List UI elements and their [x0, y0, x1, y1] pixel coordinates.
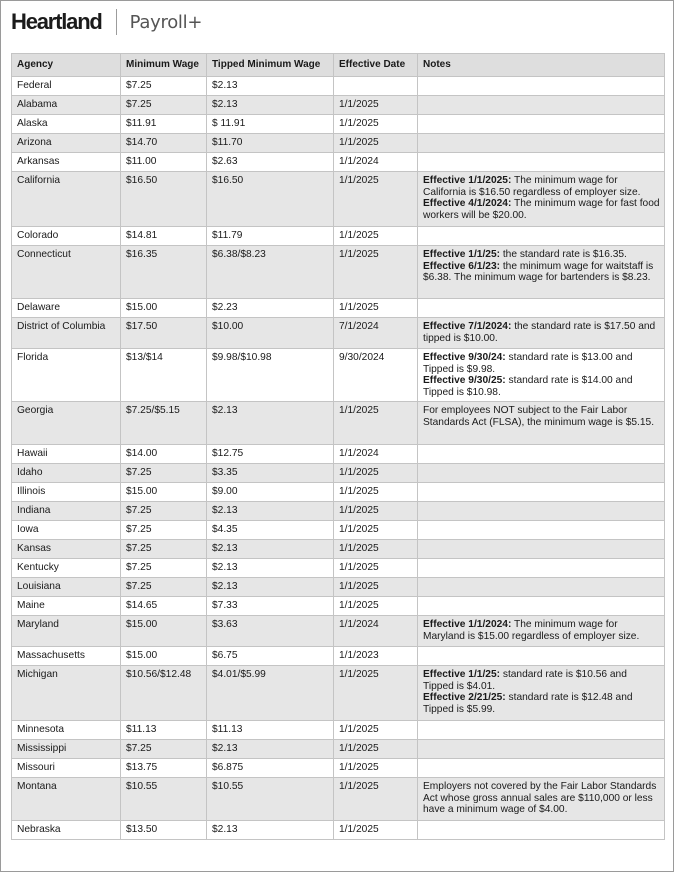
agency-cell: Missouri — [12, 759, 121, 778]
agency-cell: Iowa — [12, 521, 121, 540]
notes-cell — [418, 227, 665, 246]
minimum-wage-cell: $15.00 — [121, 299, 207, 318]
minimum-wage-cell: $7.25/$5.15 — [121, 402, 207, 445]
tipped-wage-cell: $6.75 — [207, 647, 334, 666]
minimum-wage-cell: $14.70 — [121, 134, 207, 153]
tipped-wage-cell: $16.50 — [207, 172, 334, 227]
table-row — [12, 246, 665, 299]
table-row — [12, 647, 665, 666]
effective-date-cell: 1/1/2025 — [334, 502, 418, 521]
table-header-row — [12, 54, 665, 77]
tipped-wage-cell: $12.75 — [207, 445, 334, 464]
tipped-wage-cell: $3.63 — [207, 616, 334, 647]
agency-cell: Maine — [12, 597, 121, 616]
note-paragraph — [423, 781, 660, 816]
note-effective-label: Effective 1/1/25: — [423, 249, 501, 260]
agency-cell: Minnesota — [12, 721, 121, 740]
table-row — [12, 666, 665, 721]
tipped-wage-cell: $11.70 — [207, 134, 334, 153]
note-text: The minimum wage for Maryland is $15.00 regardless of employer size. — [423, 619, 640, 642]
notes-cell — [418, 464, 665, 483]
notes-cell — [418, 246, 665, 299]
effective-date-cell: 1/1/2025 — [334, 540, 418, 559]
tipped-wage-cell: $11.79 — [207, 227, 334, 246]
notes-cell — [418, 134, 665, 153]
note-text: standard rate is $12.48 and Tipped is $5.99. — [423, 692, 633, 715]
effective-date-cell: 1/1/2025 — [334, 821, 418, 840]
minimum-wage-cell: $15.00 — [121, 647, 207, 666]
minimum-wage-cell: $7.25 — [121, 540, 207, 559]
effective-date-cell: 1/1/2024 — [334, 445, 418, 464]
agency-cell: Hawaii — [12, 445, 121, 464]
note-paragraph — [423, 198, 660, 221]
table-row — [12, 483, 665, 502]
note-text: the minimum wage for waitstaff is $6.38. The minimum wage for bartenders is $8.23. — [423, 260, 654, 283]
agency-cell: Mississippi — [12, 740, 121, 759]
notes-cell — [418, 721, 665, 740]
table-row — [12, 578, 665, 597]
agency-cell: Federal — [12, 77, 121, 96]
tipped-wage-cell: $3.35 — [207, 464, 334, 483]
agency-cell: Alabama — [12, 96, 121, 115]
minimum-wage-cell: $7.25 — [121, 96, 207, 115]
tipped-wage-cell: $9.00 — [207, 483, 334, 502]
note-text: standard rate is $13.00 and Tipped is $9.98. — [423, 352, 633, 375]
effective-date-cell: 1/1/2025 — [334, 96, 418, 115]
document-header — [11, 6, 202, 38]
notes-cell — [418, 759, 665, 778]
effective-date-cell: 1/1/2025 — [334, 134, 418, 153]
effective-date-cell: 1/1/2025 — [334, 115, 418, 134]
table-row — [12, 778, 665, 821]
notes-cell — [418, 540, 665, 559]
tipped-wage-cell: $2.13 — [207, 96, 334, 115]
notes-cell — [418, 299, 665, 318]
tipped-wage-cell: $4.35 — [207, 521, 334, 540]
tipped-wage-cell: $10.55 — [207, 778, 334, 821]
effective-date-cell: 1/1/2024 — [334, 616, 418, 647]
minimum-wage-cell: $7.25 — [121, 559, 207, 578]
agency-cell: Idaho — [12, 464, 121, 483]
table-row — [12, 821, 665, 840]
effective-date-cell: 7/1/2024 — [334, 318, 418, 349]
effective-date-cell: 1/1/2025 — [334, 740, 418, 759]
agency-cell: Arizona — [12, 134, 121, 153]
notes-cell — [418, 597, 665, 616]
tipped-wage-cell: $2.13 — [207, 402, 334, 445]
table-row — [12, 172, 665, 227]
note-effective-label: Effective 1/1/2024: — [423, 619, 512, 630]
agency-cell: Maryland — [12, 616, 121, 647]
notes-cell — [418, 402, 665, 445]
effective-date-cell: 1/1/2025 — [334, 578, 418, 597]
notes-cell — [418, 77, 665, 96]
note-paragraph — [423, 249, 660, 261]
product-name: Payroll+ — [129, 11, 203, 33]
minimum-wage-cell: $7.25 — [121, 578, 207, 597]
notes-cell — [418, 445, 665, 464]
tipped-wage-cell: $2.13 — [207, 540, 334, 559]
agency-cell: Kansas — [12, 540, 121, 559]
minimum-wage-cell: $7.25 — [121, 521, 207, 540]
table-row — [12, 134, 665, 153]
effective-date-cell: 1/1/2025 — [334, 759, 418, 778]
note-text: The minimum wage for fast food workers will be $20.00. — [423, 198, 660, 221]
table-row — [12, 721, 665, 740]
agency-cell: Georgia — [12, 402, 121, 445]
note-effective-label: Effective 6/1/23: — [423, 260, 501, 272]
effective-date-cell: 9/30/2024 — [334, 349, 418, 402]
tipped-wage-cell: $2.13 — [207, 740, 334, 759]
minimum-wage-cell: $17.50 — [121, 318, 207, 349]
effective-date-cell: 1/1/2025 — [334, 227, 418, 246]
tipped-wage-cell: $ 11.91 — [207, 115, 334, 134]
notes-cell — [418, 115, 665, 134]
header-divider — [116, 9, 117, 35]
minimum-wage-cell: $15.00 — [121, 483, 207, 502]
minimum-wage-cell: $7.25 — [121, 77, 207, 96]
notes-cell — [418, 349, 665, 402]
brand-logo: Heartland — [11, 9, 102, 34]
effective-date-cell: 1/1/2024 — [334, 153, 418, 172]
note-paragraph — [423, 352, 660, 375]
minimum-wage-cell: $14.65 — [121, 597, 207, 616]
table-row — [12, 616, 665, 647]
notes-cell — [418, 172, 665, 227]
note-text: the standard rate is $17.50 and tipped is $10.00. — [423, 321, 656, 344]
table-row — [12, 299, 665, 318]
agency-cell: Arkansas — [12, 153, 121, 172]
tipped-wage-cell: $2.13 — [207, 502, 334, 521]
tipped-wage-cell: $7.33 — [207, 597, 334, 616]
note-effective-label: Effective 4/1/2024: — [423, 198, 512, 209]
minimum-wage-cell: $10.56/$12.48 — [121, 666, 207, 721]
notes-cell — [418, 578, 665, 597]
table-row — [12, 402, 665, 445]
table-row — [12, 740, 665, 759]
column-header-minimum-wage: Minimum Wage — [121, 54, 207, 77]
effective-date-cell: 1/1/2025 — [334, 721, 418, 740]
effective-date-cell: 1/1/2023 — [334, 647, 418, 666]
effective-date-cell — [334, 77, 418, 96]
tipped-wage-cell: $4.01/$5.99 — [207, 666, 334, 721]
notes-cell — [418, 666, 665, 721]
tipped-wage-cell: $11.13 — [207, 721, 334, 740]
notes-cell — [418, 616, 665, 647]
table-row — [12, 153, 665, 172]
effective-date-cell: 1/1/2025 — [334, 483, 418, 502]
minimum-wage-cell: $11.00 — [121, 153, 207, 172]
minimum-wage-cell: $15.00 — [121, 616, 207, 647]
agency-cell: Florida — [12, 349, 121, 402]
notes-cell — [418, 318, 665, 349]
minimum-wage-cell: $11.13 — [121, 721, 207, 740]
note-effective-label: Effective 9/30/24: — [423, 352, 506, 363]
table-row — [12, 597, 665, 616]
note-paragraph — [423, 692, 660, 715]
agency-cell: Montana — [12, 778, 121, 821]
table-row — [12, 96, 665, 115]
minimum-wage-cell: $13.75 — [121, 759, 207, 778]
minimum-wage-cell: $16.35 — [121, 246, 207, 299]
column-header-notes: Notes — [418, 54, 665, 77]
tipped-wage-cell: $2.63 — [207, 153, 334, 172]
minimum-wage-table — [11, 53, 665, 840]
notes-cell — [418, 153, 665, 172]
minimum-wage-cell: $14.81 — [121, 227, 207, 246]
tipped-wage-cell: $9.98/$10.98 — [207, 349, 334, 402]
note-effective-label: Effective 2/21/25: — [423, 692, 506, 703]
effective-date-cell: 1/1/2025 — [334, 597, 418, 616]
column-header-tipped-minimum-wage: Tipped Minimum Wage — [207, 54, 334, 77]
column-header-agency: Agency — [12, 54, 121, 77]
minimum-wage-cell: $7.25 — [121, 740, 207, 759]
column-header-effective-date: Effective Date — [334, 54, 418, 77]
effective-date-cell: 1/1/2025 — [334, 172, 418, 227]
agency-cell: Colorado — [12, 227, 121, 246]
tipped-wage-cell: $2.23 — [207, 299, 334, 318]
note-text: standard rate is $14.00 and Tipped is $10.98. — [423, 375, 633, 398]
minimum-wage-cell: $13.50 — [121, 821, 207, 840]
effective-date-cell: 1/1/2025 — [334, 559, 418, 578]
table-row — [12, 464, 665, 483]
minimum-wage-cell: $11.91 — [121, 115, 207, 134]
table-row — [12, 559, 665, 578]
note-text: For employees NOT subject to the Fair Labor Standards Act (FLSA), the minimum wage is $5.15. — [423, 405, 655, 428]
notes-cell — [418, 821, 665, 840]
note-effective-label: Effective 1/1/25: — [423, 669, 501, 680]
note-effective-label: Effective 1/1/2025: — [423, 175, 512, 186]
agency-cell: Illinois — [12, 483, 121, 502]
tipped-wage-cell: $2.13 — [207, 77, 334, 96]
agency-cell: Nebraska — [12, 821, 121, 840]
note-paragraph — [423, 405, 660, 428]
note-effective-label: Effective 7/1/2024: — [423, 321, 512, 332]
note-text: the standard rate is $16.35. — [500, 249, 627, 260]
minimum-wage-cell: $7.25 — [121, 464, 207, 483]
tipped-wage-cell: $2.13 — [207, 559, 334, 578]
note-text: standard rate is $10.56 and Tipped is $4.01. — [423, 669, 627, 692]
agency-cell: Michigan — [12, 666, 121, 721]
tipped-wage-cell: $2.13 — [207, 578, 334, 597]
effective-date-cell: 1/1/2025 — [334, 778, 418, 821]
table-row — [12, 445, 665, 464]
minimum-wage-cell: $7.25 — [121, 502, 207, 521]
notes-cell — [418, 502, 665, 521]
tipped-wage-cell: $6.38/$8.23 — [207, 246, 334, 299]
table-row — [12, 502, 665, 521]
note-paragraph — [423, 261, 660, 284]
minimum-wage-cell: $10.55 — [121, 778, 207, 821]
note-paragraph — [423, 669, 660, 692]
note-paragraph — [423, 321, 660, 344]
notes-cell — [418, 96, 665, 115]
agency-cell: Indiana — [12, 502, 121, 521]
effective-date-cell: 1/1/2025 — [334, 521, 418, 540]
minimum-wage-cell: $14.00 — [121, 445, 207, 464]
table-row — [12, 759, 665, 778]
notes-cell — [418, 647, 665, 666]
table-row — [12, 318, 665, 349]
agency-cell: Kentucky — [12, 559, 121, 578]
note-text: The minimum wage for California is $16.50 regardless of employer size. — [423, 175, 641, 198]
effective-date-cell: 1/1/2025 — [334, 402, 418, 445]
notes-cell — [418, 483, 665, 502]
notes-cell — [418, 740, 665, 759]
table-row — [12, 540, 665, 559]
note-paragraph — [423, 375, 660, 398]
effective-date-cell: 1/1/2025 — [334, 666, 418, 721]
notes-cell — [418, 521, 665, 540]
table-row — [12, 521, 665, 540]
effective-date-cell: 1/1/2025 — [334, 464, 418, 483]
agency-cell: Louisiana — [12, 578, 121, 597]
note-effective-label: Effective 9/30/25: — [423, 375, 506, 386]
tipped-wage-cell: $6.875 — [207, 759, 334, 778]
notes-cell — [418, 778, 665, 821]
table-row — [12, 115, 665, 134]
minimum-wage-cell: $16.50 — [121, 172, 207, 227]
effective-date-cell: 1/1/2025 — [334, 246, 418, 299]
note-paragraph — [423, 619, 660, 642]
note-text: Employers not covered by the Fair Labor Standards Act whose gross annual sales are $110,000 or less have a minimum wage of $4.00. — [423, 781, 657, 815]
table-row — [12, 349, 665, 402]
effective-date-cell: 1/1/2025 — [334, 299, 418, 318]
tipped-wage-cell: $2.13 — [207, 821, 334, 840]
notes-cell — [418, 559, 665, 578]
agency-cell: Alaska — [12, 115, 121, 134]
agency-cell: District of Columbia — [12, 318, 121, 349]
tipped-wage-cell: $10.00 — [207, 318, 334, 349]
agency-cell: Delaware — [12, 299, 121, 318]
agency-cell: California — [12, 172, 121, 227]
note-paragraph — [423, 175, 660, 198]
agency-cell: Connecticut — [12, 246, 121, 299]
table-row — [12, 77, 665, 96]
table-row — [12, 227, 665, 246]
agency-cell: Massachusetts — [12, 647, 121, 666]
minimum-wage-cell: $13/$14 — [121, 349, 207, 402]
